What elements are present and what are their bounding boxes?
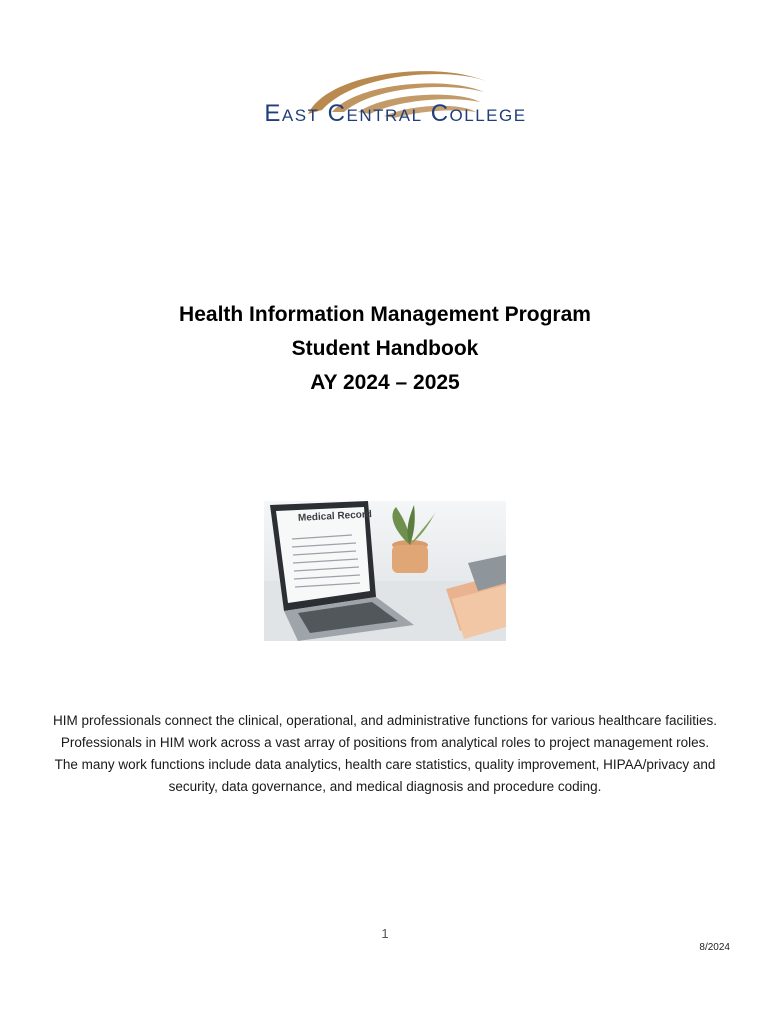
program-description: HIM professionals connect the clinical, operational, and administrative functions for various healthcare facilities. Professionals in HIM work across a vast array of positions from analytical roles to project management roles. The many work functions include data analytics, health care statistics, quality improvement, HIPAA/privacy and security, data governance, and medical diagnosis and procedure coding.: [52, 713, 718, 794]
page-number: 1: [381, 926, 389, 941]
document-title: [0, 298, 770, 400]
photo-screen-heading: Medical Record: [297, 509, 373, 524]
college-name: East Central College: [264, 100, 527, 127]
revision-date: 8/2024: [699, 942, 730, 953]
handbook-title: Student Handbook: [291, 337, 479, 360]
medical-record-laptop-photo: [264, 501, 506, 641]
college-logo: [228, 62, 563, 142]
program-title: Health Information Management Program: [179, 303, 591, 326]
academic-year: AY 2024 – 2025: [310, 371, 460, 394]
